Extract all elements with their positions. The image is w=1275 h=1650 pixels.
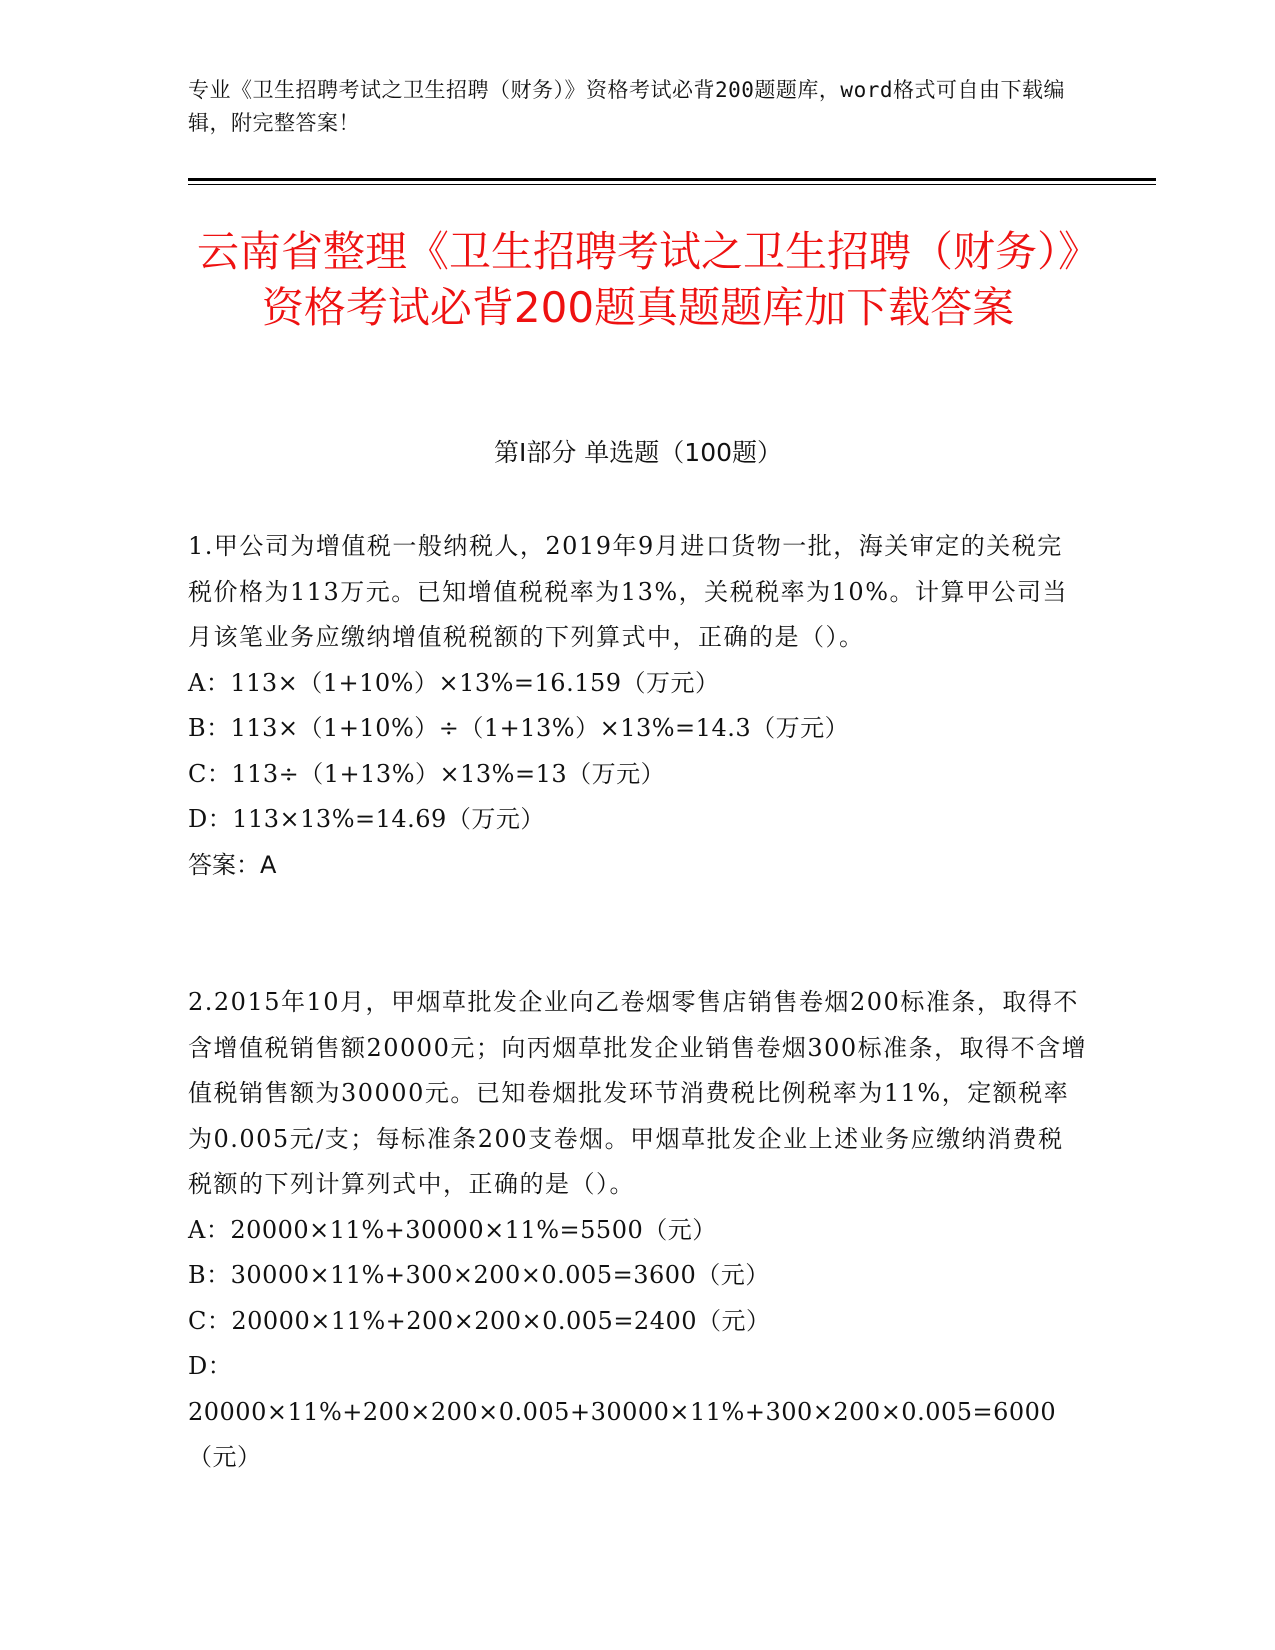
option-c: C：20000×11%+200×200×0.005=2400（元） xyxy=(188,1306,771,1335)
question-2 xyxy=(188,980,1088,1481)
option-d: D：113×13%=14.69（万元） xyxy=(188,805,545,833)
answer-line: 答案：A xyxy=(188,850,277,879)
option-d: D：20000×11%+200×200×0.005+30000×11%+300×200×0.005=6000（元） xyxy=(188,1352,1057,1471)
option-b: B：113×（1+10%）÷（1+13%）×13%=14.3（万元） xyxy=(188,714,850,742)
question-stem: 1.甲公司为增值税一般纳税人，2019年9月进口货物一批，海关审定的关税完税价格为113万元。已知增值税税率为13%，关税税率为10%。计算甲公司当月该笔业务应缴纳增值税税额的下列算式中，正确的是（）。 xyxy=(188,532,1068,651)
header-note: 专业《卫生招聘考试之卫生招聘（财务）》资格考试必背200题题库，word格式可自由下载编辑，附完整答案！ xyxy=(188,78,1065,135)
document-title: 云南省整理《卫生招聘考试之卫生招聘（财务）》资格考试必背200题真题题库加下载答案 xyxy=(196,227,1079,332)
option-a: A：20000×11%+30000×11%=5500（元） xyxy=(188,1215,717,1244)
question-stem: 2.2015年10月，甲烟草批发企业向乙卷烟零售店销售卷烟200标准条，取得不含增值税销售额20000元；向丙烟草批发企业销售卷烟300标准条，取得不含增值税销售额为30000元。已知卷烟批发环节消费税比例税率为11%，定额税率为0.005元/支；每标准条200支卷烟。甲烟草批发企业上述业务应缴纳消费税税额的下列计算列式中，正确的是（）。 xyxy=(188,988,1088,1198)
header-divider-thick xyxy=(188,178,1156,181)
section-heading: 第I部分 单选题（100题） xyxy=(493,438,783,467)
header-divider-thin xyxy=(188,184,1156,185)
option-b: B：30000×11%+300×200×0.005=3600（元） xyxy=(188,1261,770,1289)
option-a: A：113×（1+10%）×13%=16.159（万元） xyxy=(188,668,720,697)
question-1 xyxy=(188,524,1088,888)
option-c: C：113÷（1+13%）×13%=13（万元） xyxy=(188,759,666,788)
